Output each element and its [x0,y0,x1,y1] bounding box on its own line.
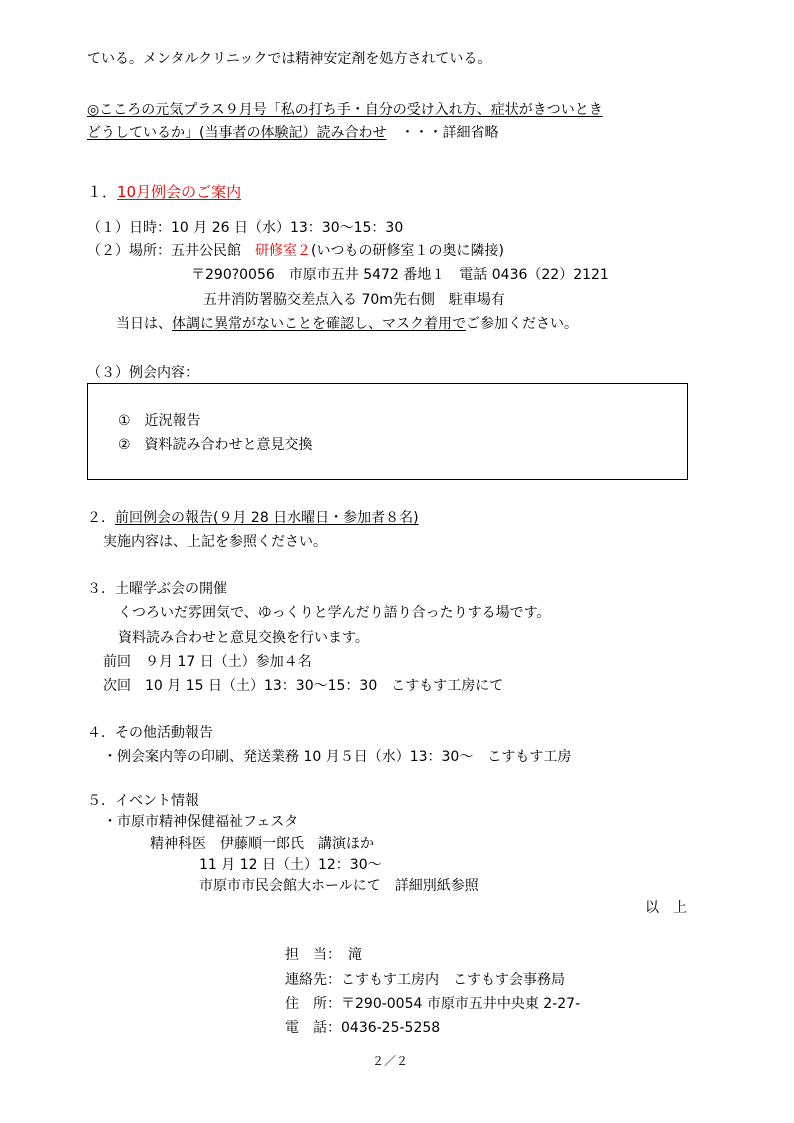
meeting-content-box [87,383,688,480]
section1-number: １． [87,183,118,201]
reference-title-line1: ◎こころの元気プラス９月号「私の打ち手・自分の受け入れ方、症状がきついとき [87,102,603,118]
section2-title: 前回例会の報告 [115,510,213,526]
section4-heading: ４．その他活動報告 [87,725,213,741]
intro-text: ている。メンタルクリニックでは精神安定剤を処方されている。 [87,51,492,67]
event-speaker: 精神科医 伊藤順一郎氏 講演ほか [150,836,374,852]
reference-detail-omitted: ・・・詳細省略 [386,125,499,141]
content-item-1: ① 近況報告 [118,413,201,429]
section2-subtitle: (９月 28 日水曜日・参加者８名) [213,510,419,526]
page-number: ２／２ [372,1054,409,1068]
contact-organization: 連絡先：こすもす工房内 こすもす会事務局 [285,972,565,988]
meeting-room: 研修室２ [255,243,311,259]
section2-number: ２． [87,510,115,526]
meeting-content-label: （３）例会内容： [87,365,199,381]
reference-title-line2 [87,124,498,142]
section3-desc1: くつろいだ雰囲気で、ゆっくりと学んだり語り合ったりする場です。 [118,605,551,621]
reference-title-underlined: どうしているか」(当事者の体験記）読み合わせ [87,125,387,141]
meeting-datetime: （１）日時：10 月 26 日（水）13：30～15：30 [87,220,404,236]
contact-address: 住 所：〒290-0054 市原市五井中央東 2-27- [285,996,581,1012]
section3-next: 次回 10 月 15 日（土）13：30～15：30 こすもす工房にて [103,678,504,694]
section3-desc2: 資料読み合わせと意見交換を行います。 [118,630,369,646]
closing-text: 以 上 [645,900,687,916]
section5-heading: ５．イベント情報 [87,793,199,809]
meeting-directions: 五井消防署脇交差点入る 70m先右側 駐車場有 [203,292,505,308]
meeting-room-note: (いつもの研修室１の奥に隣接) [311,243,504,259]
section2-heading [87,509,419,527]
section1-title: 10月例会のご案内 [117,183,242,201]
section1-heading [87,183,241,201]
contact-phone: 電 話：0436-25-5258 [285,1020,441,1036]
meeting-place [87,242,504,260]
content-item-2: ② 資料読み合わせと意見交換 [118,437,313,453]
notice-prefix: 当日は、 [116,316,172,332]
meeting-notice [116,315,578,333]
section2-body: 実施内容は、上記を参照ください。 [103,534,327,550]
notice-underlined: 体調に異常がないことを確認し、マスク着用で [172,316,466,332]
section4-item: ・例会案内等の印刷、発送業務 10 月５日（水）13：30～ こすもす工房 [103,749,572,765]
section3-previous: 前回 ９月 17 日（土）参加４名 [103,654,312,670]
event-name: ・市原市精神保健福祉フェスタ [103,814,299,830]
section3-heading: ３．土曜学ぶ会の開催 [87,581,227,597]
meeting-place-label: （２）場所：五井公民館 [87,243,255,259]
event-datetime: 11 月 12 日（土）12：30～ [199,857,382,873]
meeting-address: 〒290?0056 市原市五井 5472 番地１ 電話 0436（22）2121 [191,267,609,283]
event-venue: 市原市市民会館大ホールにて 詳細別紙参照 [199,878,479,894]
notice-suffix: ご参加ください。 [466,316,578,332]
contact-person: 担 当： 滝 [285,947,362,963]
